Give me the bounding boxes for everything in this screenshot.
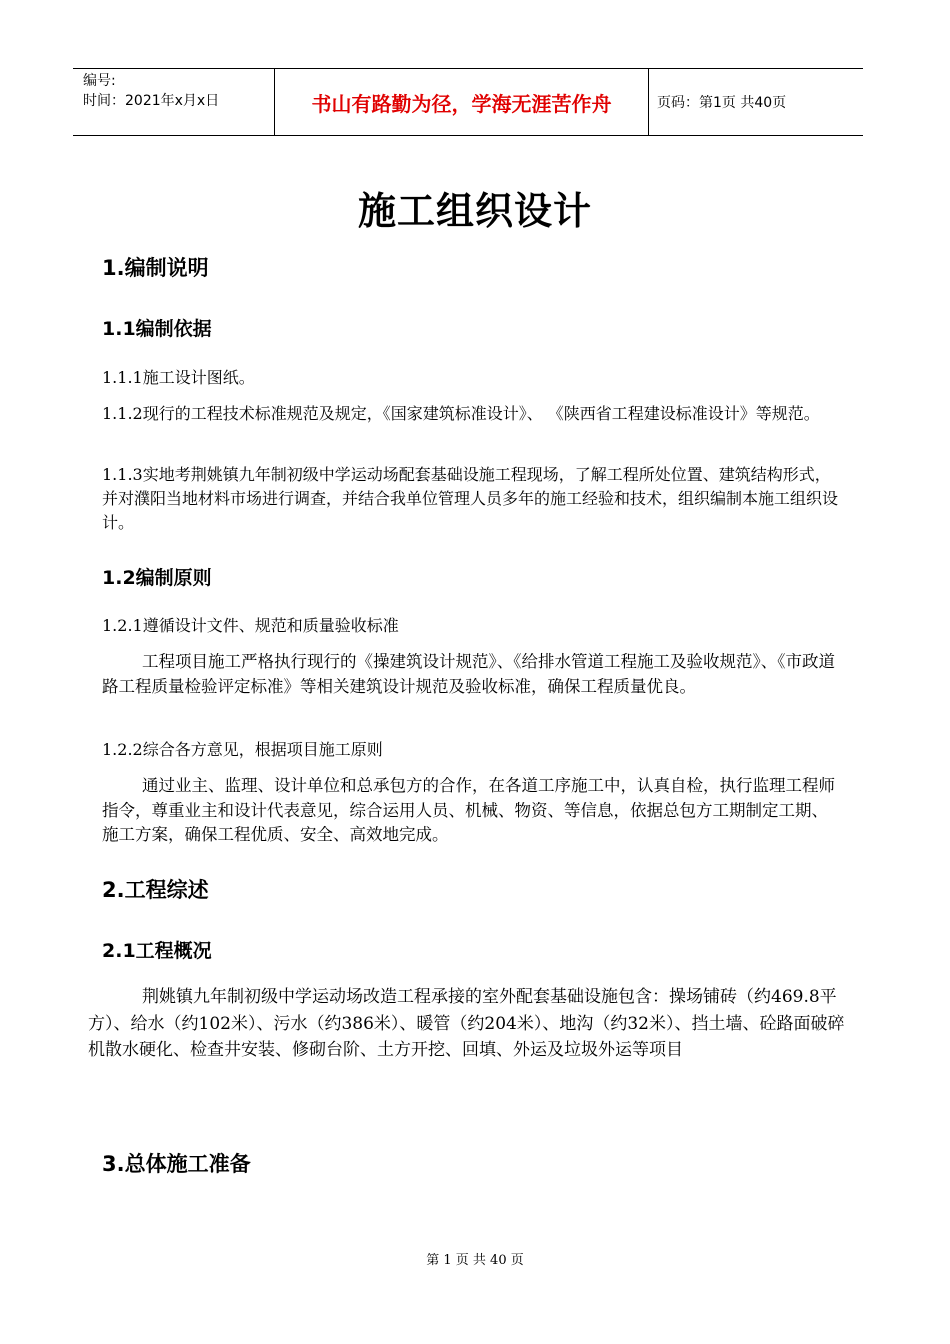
section-3-heading: 3.总体施工准备 [102, 1152, 251, 1176]
section-1-2-heading: 1.2编制原则 [102, 567, 212, 589]
document-date: 时间：2021年x月x日 [83, 93, 220, 109]
header-meta [73, 69, 275, 135]
page-header [73, 68, 863, 136]
page-footer: 第 1 页 共 40 页 [426, 1253, 524, 1268]
paragraph-2-1-body: 荆姚镇九年制初级中学运动场改造工程承接的室外配套基础设施包含：操场铺砖（约469.8平方）、给水（约102米）、污水（约386米）、暖管（约204米）、地沟（约32米）、挡土墙、砼路面破碎机散水硬化、检查井安装、修砌台阶、土方开挖、回填、外运及垃圾外运等项目 [88, 987, 845, 1060]
section-1-1-heading: 1.1编制依据 [102, 318, 212, 340]
paragraph-1-2-2-body: 通过业主、监理、设计单位和总承包方的合作，在各道工序施工中，认真自检，执行监理工程师指令，尊重业主和设计代表意见，综合运用人员、机械、物资、等信息，依据总包方工期制定工期、施工方案，确保工程优质、安全、高效地完成。 [102, 776, 835, 844]
header-motto: 书山有路勤为径，学海无涯苦作舟 [275, 69, 649, 135]
section-2-heading: 2.工程综述 [102, 878, 209, 902]
header-page-info: 页码：第1页 共40页 [657, 95, 787, 111]
paragraph-1-1-2: 1.1.2现行的工程技术标准规范及规定，《国家建筑标准设计》、 《陕西省工程建设标准设计》等规范。 [102, 404, 820, 423]
document-number-label: 编号: [83, 73, 116, 89]
paragraph-1-2-1-body: 工程项目施工严格执行现行的《操建筑设计规范》、《给排水管道工程施工及验收规范》、《市政道路工程质量检验评定标准》等相关建筑设计规范及验收标准，确保工程质量优良。 [102, 652, 835, 696]
section-2-1-heading: 2.1工程概况 [102, 940, 212, 962]
document-title: 施工组织设计 [357, 189, 592, 233]
paragraph-1-1-1: 1.1.1施工设计图纸。 [102, 368, 255, 387]
paragraph-1-2-1: 1.2.1遵循设计文件、规范和质量验收标准 [102, 616, 399, 635]
section-1-heading: 1.编制说明 [102, 256, 209, 280]
paragraph-1-1-3: 1.1.3实地考荆姚镇九年制初级中学运动场配套基础设施工程现场，了解工程所处位置、建筑结构形式，并对濮阳当地材料市场进行调查，并结合我单位管理人员多年的施工经验和技术，组织编制本施工组织设计。 [102, 465, 839, 532]
paragraph-1-2-2: 1.2.2综合各方意见，根据项目施工原则 [102, 740, 383, 759]
